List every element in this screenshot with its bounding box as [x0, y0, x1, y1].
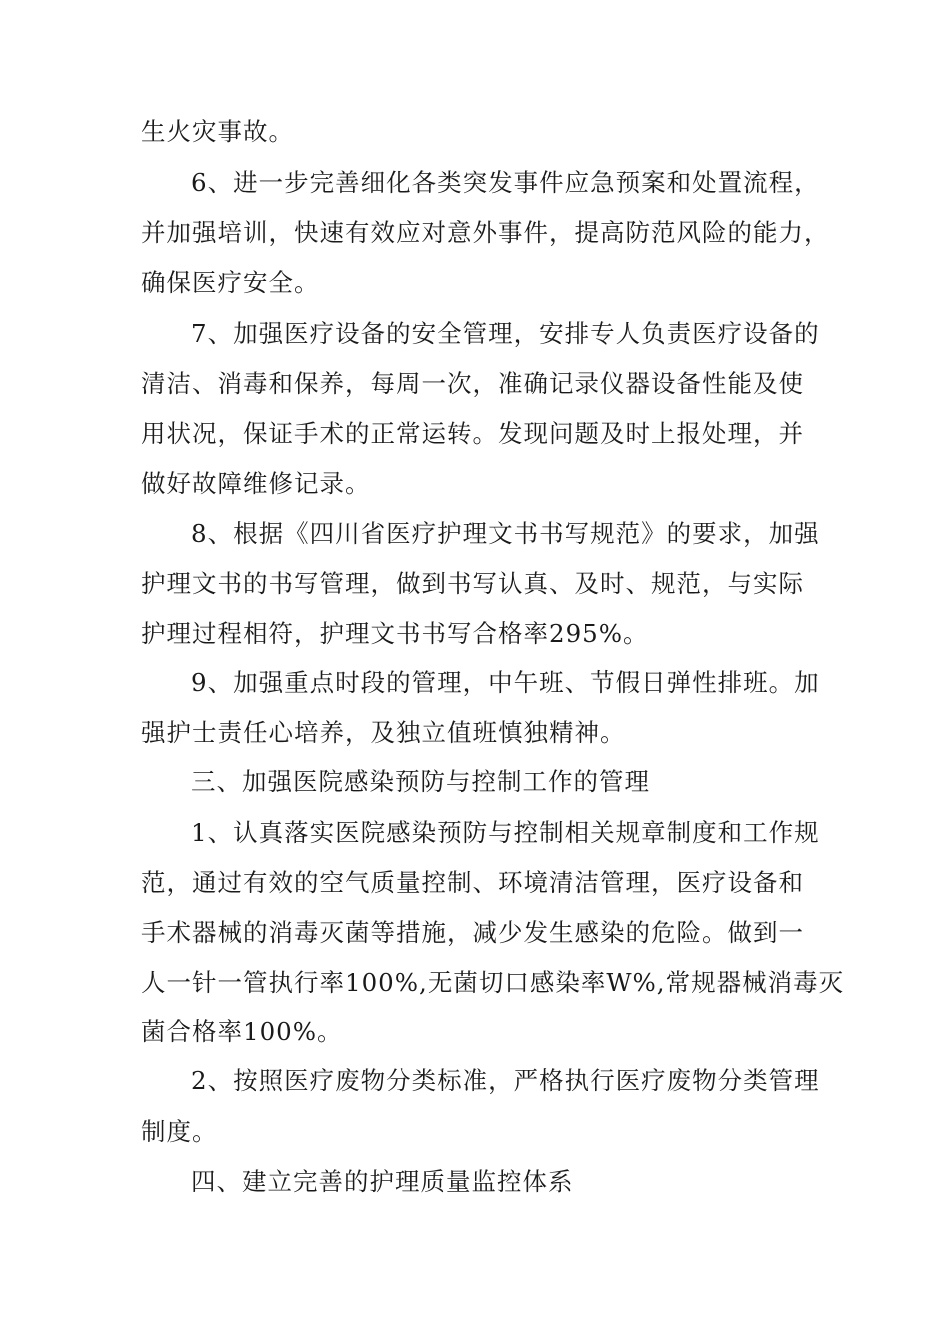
paragraph-line: 护理过程相符，护理文书书写合格率295%。 — [141, 619, 649, 648]
paragraph-line: 清洁、消毒和保养，每周一次，准确记录仪器设备性能及使 — [141, 369, 804, 398]
section-heading: 四、建立完善的护理质量监控体系 — [191, 1167, 574, 1196]
paragraph-line: 9、加强重点时段的管理，中午班、节假日弹性排班。加 — [191, 668, 820, 697]
paragraph-line: 手术器械的消毒灭菌等措施，减少发生感染的危险。做到一 — [141, 918, 804, 947]
section-heading: 三、加强医院感染预防与控制工作的管理 — [191, 767, 650, 796]
paragraph-line: 用状况，保证手术的正常运转。发现问题及时上报处理，并 — [141, 419, 804, 448]
paragraph-line: 强护士责任心培养，及独立值班慎独精神。 — [141, 718, 626, 747]
paragraph-line: 护理文书的书写管理，做到书写认真、及时、规范，与实际 — [141, 569, 804, 598]
paragraph-line: 2、按照医疗废物分类标准，严格执行医疗废物分类管理 — [191, 1066, 820, 1095]
paragraph-line: 确保医疗安全。 — [141, 268, 320, 297]
paragraph-line: 8、根据《四川省医疗护理文书书写规范》的要求，加强 — [191, 519, 820, 548]
paragraph-line: 制度。 — [141, 1117, 218, 1146]
paragraph-line: 做好故障维修记录。 — [141, 469, 371, 498]
paragraph-line: 生火灾事故。 — [141, 117, 294, 146]
paragraph-line: 6、进一步完善细化各类突发事件应急预案和处置流程， — [191, 168, 820, 197]
paragraph-line: 并加强培训，快速有效应对意外事件，提高防范风险的能力， — [141, 218, 830, 247]
paragraph-line: 菌合格率100%。 — [141, 1017, 343, 1046]
paragraph-line: 范，通过有效的空气质量控制、环境清洁管理，医疗设备和 — [141, 868, 804, 897]
paragraph-line: 1、认真落实医院感染预防与控制相关规章制度和工作规 — [191, 818, 820, 847]
paragraph-line: 7、加强医疗设备的安全管理，安排专人负责医疗设备的 — [191, 319, 820, 348]
paragraph-line: 人一针一管执行率100%,无菌切口感染率W%,常规器械消毒灭 — [141, 968, 845, 997]
